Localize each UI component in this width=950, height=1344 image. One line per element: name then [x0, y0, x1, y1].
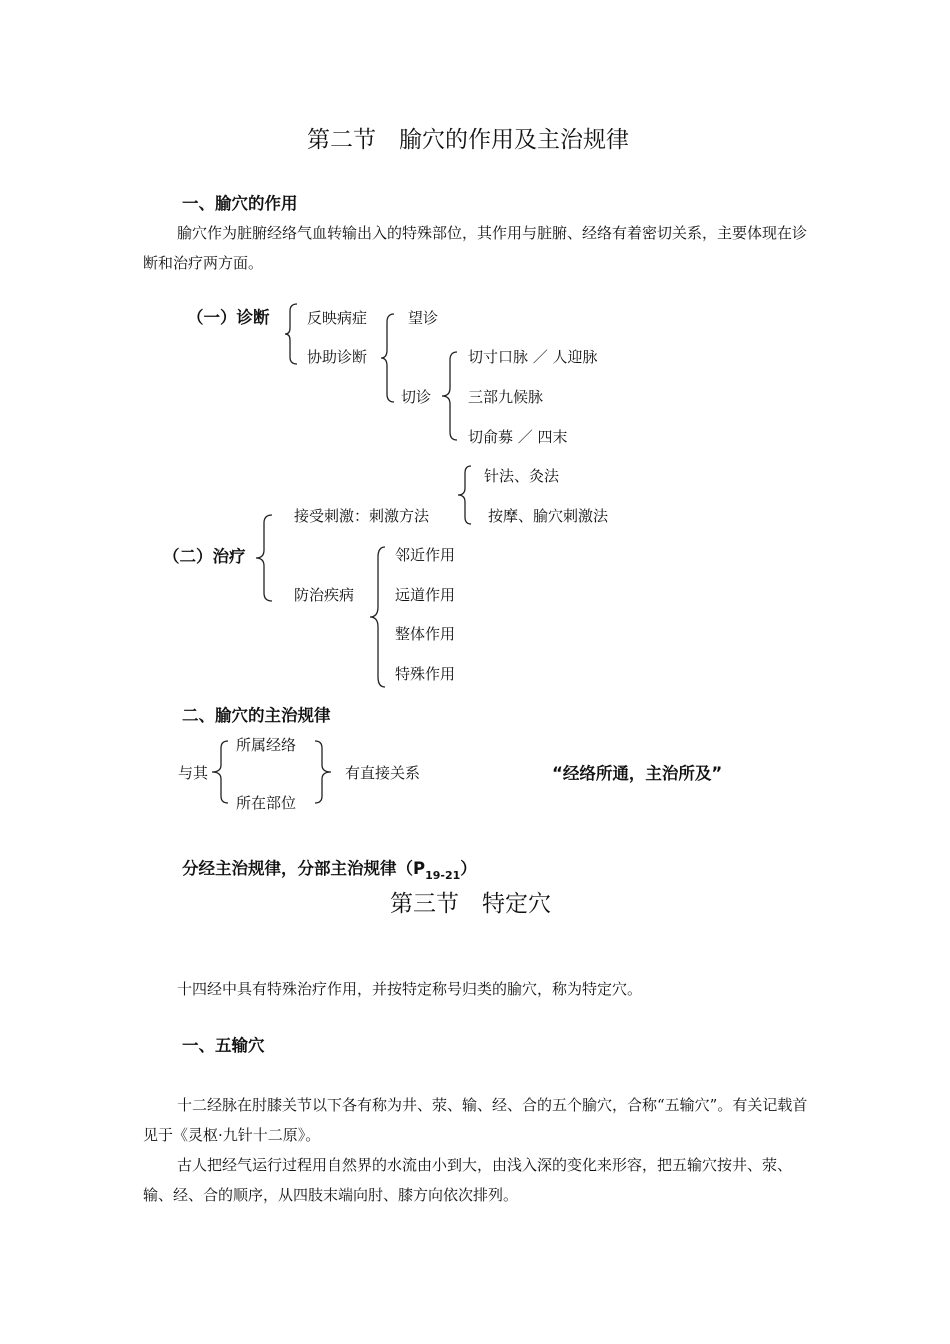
rules-summary — [182, 855, 477, 882]
rules-summary-text: 分经主治规律，分部主治规律（P — [182, 859, 426, 878]
massage-stimulus: 按摩、腧穴刺激法 — [488, 507, 609, 525]
effect-special: 特殊作用 — [395, 665, 456, 683]
effect-distal: 远道作用 — [395, 586, 456, 604]
assist-diagnosis: 协助诊断 — [307, 348, 368, 366]
effect-whole: 整体作用 — [395, 625, 456, 643]
inspection: 望诊 — [408, 309, 439, 327]
intro-paragraph: 腧穴作为脏腑经络气血转输出入的特殊部位，其作用与脏腑、经络有着密切关系，主要体现在诊断和治疗两方面。 — [143, 224, 808, 272]
rule-left-brace — [212, 739, 230, 805]
rules-summary-close: ） — [460, 859, 477, 878]
rule-meridian: 所属经络 — [236, 736, 297, 754]
rule-location: 所在部位 — [236, 794, 297, 812]
assist-brace — [381, 312, 397, 404]
rule-with: 与其 — [178, 764, 209, 782]
diagnosis-brace — [285, 302, 301, 366]
palpation-brace — [442, 350, 460, 442]
rule-quote: “经络所通，主治所及” — [552, 764, 723, 783]
reflect-symptom: 反映病症 — [307, 309, 368, 327]
diagnosis-label: （一）诊断 — [187, 308, 270, 327]
receive-stimulus: 接受刺激：刺激方法 — [294, 507, 430, 525]
five-shu-paragraph-1: 十二经脉在肘膝关节以下各有称为井、荥、输、经、合的五个腧穴，合称“五输穴”。有关记载首见于《灵枢·九针十二原》。 — [143, 1096, 808, 1144]
treatment-brace — [256, 513, 274, 603]
effect-nearby: 邻近作用 — [395, 546, 456, 564]
section3-intro: 十四经中具有特殊治疗作用，并按特定称号归类的腧穴，称为特定穴。 — [177, 980, 643, 998]
stimulus-brace — [458, 464, 474, 526]
heading-five-shu: 一、五输穴 — [182, 1036, 265, 1055]
pulse-cunkou: 切寸口脉 ／ 人迎脉 — [468, 348, 598, 366]
five-shu-paragraph-2: 古人把经气运行过程用自然界的水流由小到大，由浅入深的变化来形容，把五输穴按井、荥、输、经、合的顺序，从四肢末端向肘、膝方向依次排列。 — [143, 1156, 793, 1204]
section3-title: 第三节 特定穴 — [390, 891, 551, 917]
needle-moxa: 针法、灸法 — [484, 467, 560, 485]
heading-acupoint-function: 一、腧穴的作用 — [182, 194, 298, 213]
pulse-sanbu: 三部九候脉 — [468, 388, 544, 406]
prevent-brace — [370, 545, 388, 689]
rules-summary-pages: 19-21 — [425, 869, 461, 882]
rule-relation: 有直接关系 — [345, 764, 421, 782]
palpation: 切诊 — [401, 388, 432, 406]
pulse-shumu: 切俞募 ／ 四末 — [468, 428, 568, 446]
prevent-disease: 防治疾病 — [294, 586, 355, 604]
heading-indication-rules: 二、腧穴的主治规律 — [182, 706, 331, 725]
section-title: 第二节 腧穴的作用及主治规律 — [307, 127, 629, 153]
treatment-label: （二）治疗 — [163, 547, 246, 566]
rule-right-brace — [313, 739, 331, 805]
